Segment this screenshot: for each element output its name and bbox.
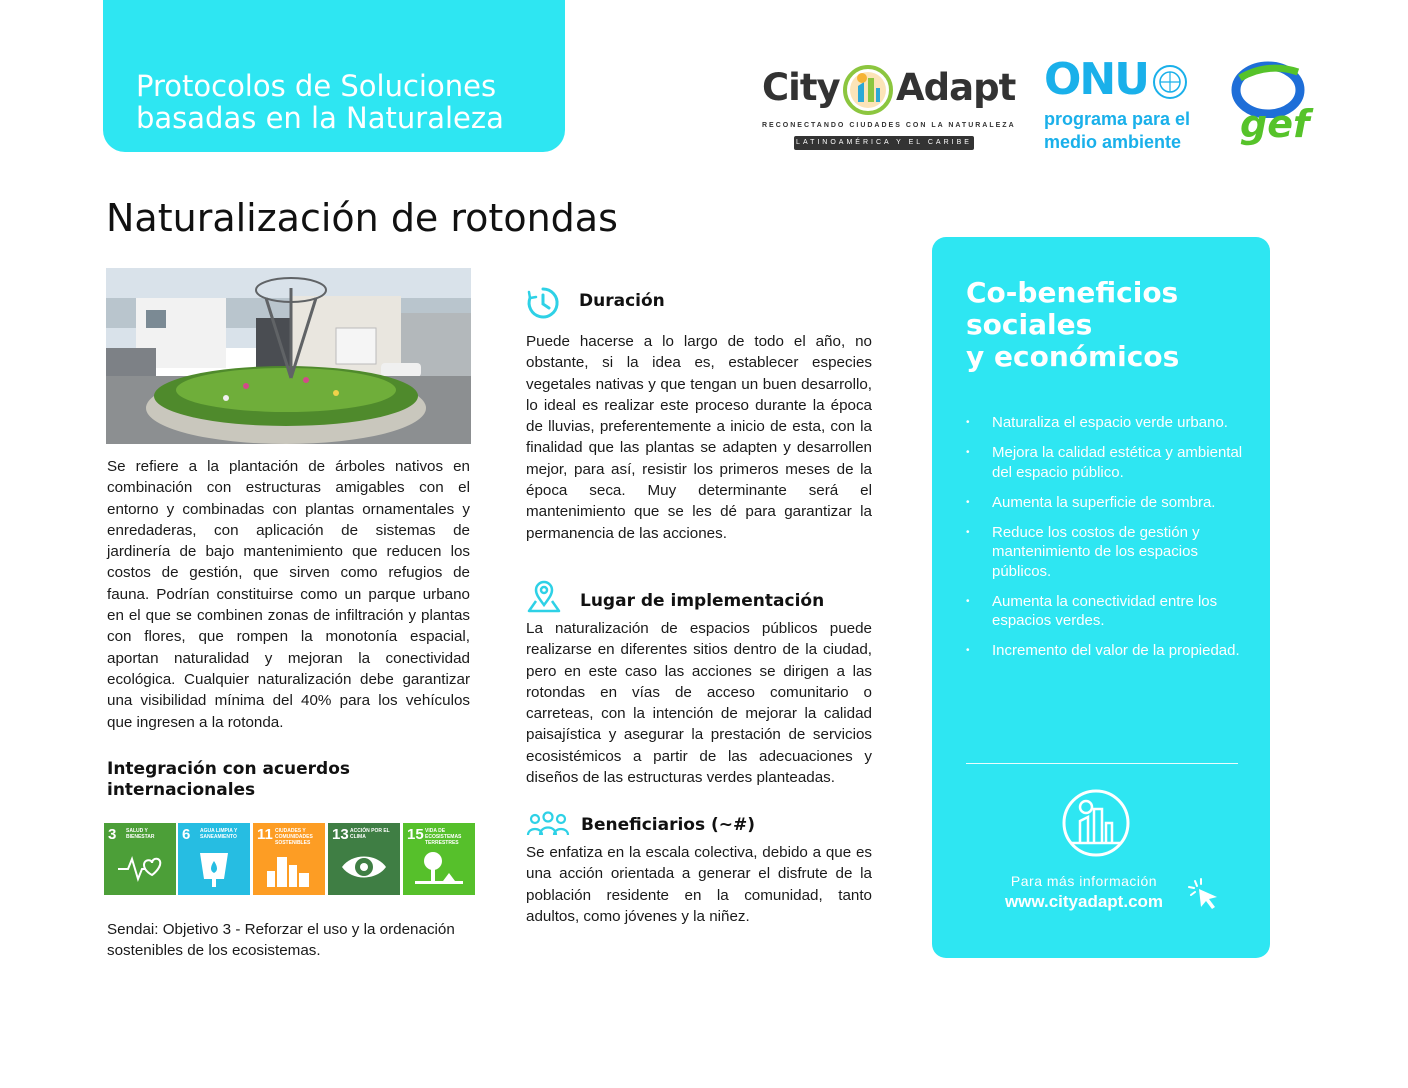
website-link[interactable]: www.cityadapt.com [1004, 892, 1164, 911]
header-banner [103, 0, 565, 152]
list-item: • Aumenta la conectividad entre los espacios verdes. [966, 592, 1256, 631]
duration-heading: Duración [579, 291, 665, 311]
intro-paragraph: Se refiere a la plantación de árboles nativos en combinación con estructuras amigables con el entorno y combinadas con plantas ornamentales y enredaderas, con aplicación de sistemas de jardinería de bajo mantenimiento que reducen los costos de gestión, que sirven como refugios de fauna. Podrían constituirse como un parque urbano en el que se combinen zonas de infiltración y plantas con flores, que rompen la monotonía espacial, aportan naturalidad y mejoran la conectividad ecológica. Cualquier naturalización debe garantizar una visibilidad mínima del 40% para los vehículos que ingresen a la rotonda. [107, 458, 470, 731]
beneficiaries-heading: Beneficiarios (~#) [581, 815, 756, 835]
onu-logo: ONU programa para el medio ambiente [1044, 54, 1191, 152]
partner-logos [760, 54, 1320, 158]
cursor-click-icon [1187, 877, 1223, 913]
cityadapt-emblem-icon [1060, 787, 1132, 859]
list-item: • Incremento del valor de la propiedad. [966, 641, 1256, 661]
sdg-3-icon: 3 SALUD Y BIENESTAR [104, 823, 176, 895]
people-icon [526, 811, 570, 839]
sdg-11-icon: 11 CIUDADES Y COMUNIDADES SOSTENIBLES [253, 823, 325, 895]
location-heading: Lugar de implementación [580, 591, 825, 611]
more-info-label: Para más información [1010, 873, 1158, 889]
beneficiaries-paragraph: Se enfatiza en la escala colectiva, debido a que es una acción orientada a generar el disfrute de la población residente en la comunidad, tanto adultos, como jóvenes y la niñez. [526, 844, 872, 925]
cobenefits-panel [932, 237, 1270, 958]
location-paragraph: La naturalización de espacios públicos puede realizarse en diferentes sitios dentro de la ciudad, pero en este caso las acciones se dirigen a las rotondas en vías de acceso comunitario o carreteas, con la intención de mejorar la calidad paisajística y asegurar la prestación de servicios ecosistémicos a partir de las adecuaciones y diseños de las estructuras verdes planteadas. [526, 620, 872, 787]
duration-paragraph: Puede hacerse a lo largo de todo el año, no obstante, si la idea es, establecer especies vegetales nativas y que tengan un buen desarrollo, lo ideal es realizar este proceso durante la época de lluvias, preferentemente a inicio de esta, con la finalidad que las plantas se adapten y desarrollen mejor, para así, resistir los primeros meses de la época seca. Muy determinante será el mantenimiento que se les dé para garantizar la permanencia de las acciones. [526, 333, 872, 542]
gef-logo: gef [1228, 58, 1308, 154]
cityadapt-logo: City Adapt RECONECTANDO CIUDADES CON LA NATURALEZA LATINOAMÉRICA Y EL CARIBE [760, 58, 1010, 153]
page-title: Naturalización de rotondas [106, 196, 618, 240]
list-item: • Reduce los costos de gestión y mantenimiento de los espacios públicos. [966, 523, 1256, 582]
sdg-13-icon: 13 ACCIÓN POR EL CLIMA [328, 823, 400, 895]
sdg-15-icon: 15 VIDA DE ECOSISTEMAS TERRESTRES [403, 823, 475, 895]
cityadapt-emblem-icon [842, 64, 894, 116]
series-title: Protocolos de Soluciones basadas en la Naturaleza [136, 69, 504, 135]
cobenefits-list [966, 413, 1256, 671]
integration-heading: Integración con acuerdos internacionales [107, 759, 351, 800]
map-pin-icon [526, 579, 562, 615]
roundabout-photo [106, 268, 471, 444]
sdg-icons [104, 823, 476, 895]
sendai-objective: Sendai: Objetivo 3 - Reforzar el uso y la ordenación sostenibles de los ecosistemas. [107, 921, 455, 960]
clock-icon [526, 286, 560, 320]
un-emblem-icon [1152, 64, 1188, 100]
list-item: • Mejora la calidad estética y ambiental del espacio público. [966, 443, 1256, 482]
divider [966, 763, 1238, 764]
list-item: • Naturaliza el espacio verde urbano. [966, 413, 1256, 433]
sdg-6-icon: 6 AGUA LIMPIA Y SANEAMIENTO [178, 823, 250, 895]
cobenefits-title: Co-beneficios sociales y económicos [966, 276, 1180, 373]
list-item: • Aumenta la superficie de sombra. [966, 493, 1256, 513]
